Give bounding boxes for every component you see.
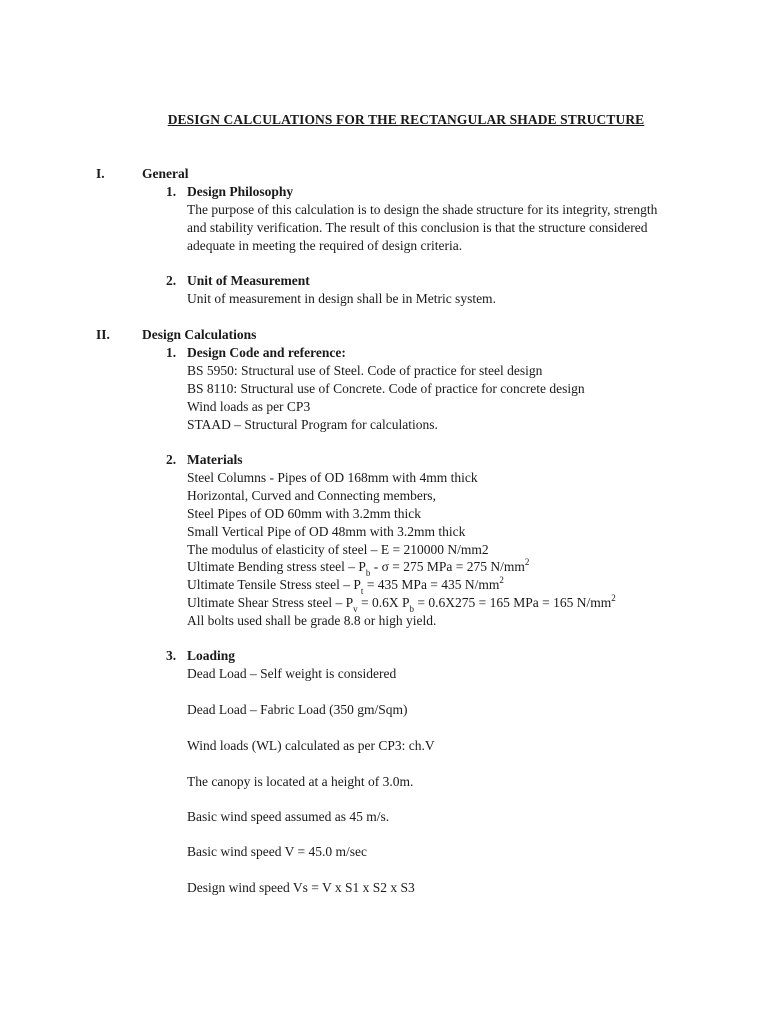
loading-line: Dead Load – Fabric Load (350 gm/Sqm) — [187, 702, 408, 717]
section-1-heading: General — [142, 166, 189, 181]
material-line: The modulus of elasticity of steel – E = 210000 N/mm2 — [187, 542, 489, 557]
section-2-2-heading: Materials — [187, 452, 243, 467]
reference-line: BS 5950: Structural use of Steel. Code of practice for steel design — [187, 363, 543, 378]
material-line: Steel Columns - Pipes of OD 168mm with 4mm thick — [187, 470, 478, 485]
paragraph-line: adequate in meeting the required of design criteria. — [187, 238, 463, 253]
loading-line: The canopy is located at a height of 3.0m. — [187, 774, 414, 789]
section-2-1-number: 1. — [166, 345, 177, 360]
reference-line: STAAD – Structural Program for calculations. — [187, 417, 438, 432]
section-2-2-number: 2. — [166, 452, 177, 467]
reference-line: BS 8110: Structural use of Concrete. Code of practice for concrete design — [187, 381, 585, 396]
reference-line: Wind loads as per CP3 — [187, 399, 311, 414]
section-1-1-number: 1. — [166, 184, 177, 199]
section-2-3-heading: Loading — [187, 648, 236, 663]
section-2-3-number: 3. — [166, 648, 177, 663]
loading-line: Basic wind speed V = 45.0 m/sec — [187, 844, 367, 859]
bending-stress-line: Ultimate Bending stress steel – $P_b - \sigma = 275$ MPa = 275 $N/mm^2$ — [187, 556, 530, 578]
section-1-2-heading: Unit of Measurement — [187, 273, 310, 288]
tensile-stress-line: Ultimate Tensile Stress steel – $P_t = 435$ MPa = 435 $N/mm^2$ — [187, 574, 504, 596]
section-2-1-heading: Design Code and reference: — [187, 345, 346, 360]
section-2-numeral: II. — [96, 327, 110, 342]
shear-stress-line: Ultimate Shear Stress steel – $P_v = 0.6X$ $P_b = 0.6X275 = 165$ MPa = 165 $N/mm^2$ — [187, 592, 616, 614]
section-1-2-number: 2. — [166, 273, 177, 288]
paragraph-line: The purpose of this calculation is to design the shade structure for its integrity, strength — [187, 202, 658, 217]
loading-line: Dead Load – Self weight is considered — [187, 666, 397, 681]
material-line: Horizontal, Curved and Connecting members, — [187, 488, 436, 503]
material-line: Steel Pipes of OD 60mm with 3.2mm thick — [187, 506, 421, 521]
loading-line: Wind loads (WL) calculated as per CP3: ch.V — [187, 738, 435, 753]
paragraph-line: and stability verification. The result of this conclusion is that the structure considered — [187, 220, 648, 235]
section-1-1-heading: Design Philosophy — [187, 184, 294, 199]
material-line: Small Vertical Pipe of OD 48mm with 3.2mm thick — [187, 524, 466, 539]
paragraph-line: Unit of measurement in design shall be in Metric system. — [187, 291, 496, 306]
section-1-numeral: I. — [96, 166, 105, 181]
bolts-line: All bolts used shall be grade 8.8 or high yield. — [187, 613, 437, 628]
section-2-heading: Design Calculations — [142, 327, 257, 342]
loading-line: Design wind speed Vs = V x S1 x S2 x S3 — [187, 880, 415, 895]
loading-line: Basic wind speed assumed as 45 m/s. — [187, 809, 390, 824]
document-title: DESIGN CALCULATIONS FOR THE RECTANGULAR SHADE STRUCTURE — [167, 112, 645, 127]
